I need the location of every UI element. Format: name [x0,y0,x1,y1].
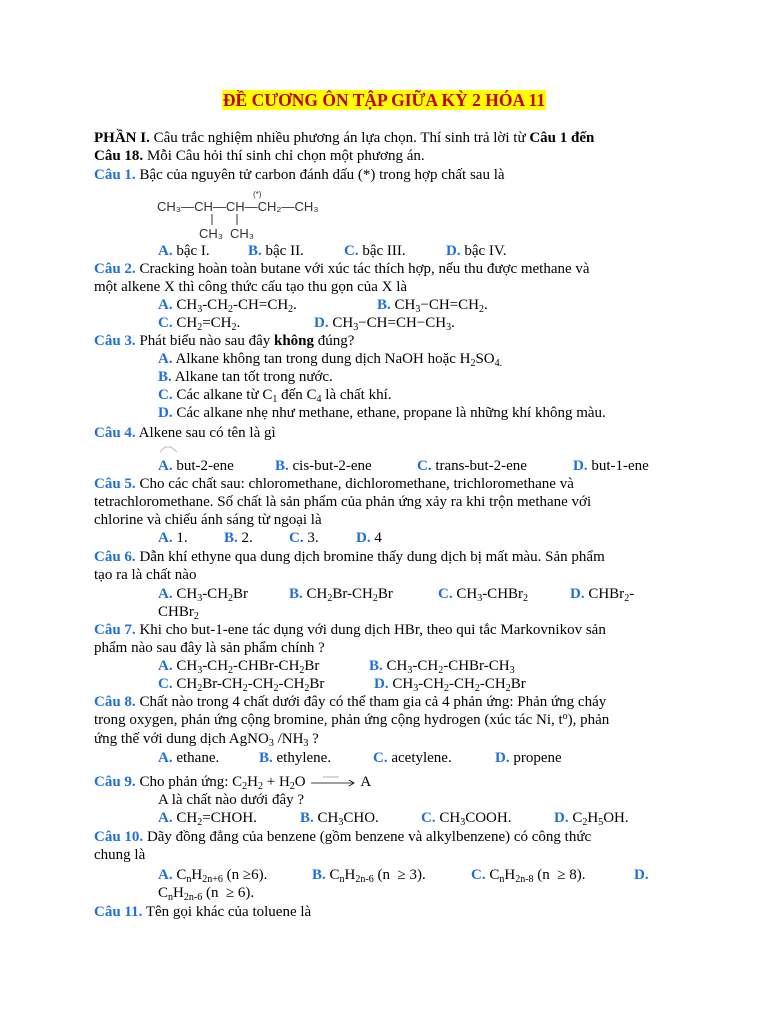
question-6-stem-2: tạo ra là chất nào [94,567,197,583]
formula-main-chain: CH₃—CH—CH—CH₂—CH₃ [157,199,319,214]
question-3-option-b: B. Alkane tan tốt trong nước. [158,369,333,385]
question-1-stem: Câu 1. Bậc của nguyên tử carbon đánh dấu (*) trong hợp chất sau là [94,167,505,183]
question-8-stem-2: trong oxygen, phản ứng cộng bromine, phản ứng cộng hydrogen (xúc tác Ni, $t^o$), phản [94,711,610,728]
question-2-options-cd: C. $CH_2=CH_2$. D. $CH_3-CH=CH-CH_3$. [158,315,455,333]
part-intro-line-1: PHẦN I. Câu trắc nghiệm nhiều phương án lựa chọn. Thí sinh trả lời từ Câu 1 đến [94,130,595,146]
question-7-options-cd: C. $CH_2Br-CH_2-CH_2-CH_2Br$ D. $CH_3-CH_2-CH_2-CH_2Br$ [158,676,526,694]
question-2-options-ab: A. $CH_3-CH_2-CH=CH_2$. B. $CH_3-CH=CH_2$. [158,297,488,315]
reaction-arrow-icon [309,776,357,786]
question-4-options: A. but-2-ene B. cis-but-2-ene C. trans-but-2-ene D. but-1-ene [158,458,649,474]
formula-star-mark: (*) [253,190,262,199]
question-3-option-d: D. Các alkane nhẹ như methane, ethane, propane là những khí không màu. [158,405,606,421]
document-title: ĐỀ CƯƠNG ÔN TẬP GIỮA KỲ 2 HÓA 11 [222,90,546,110]
structural-formula-image [155,187,345,243]
question-8-stem-3: ứng thế với dung dịch AgNO$_3$ $/NH_3$ ? [94,731,319,749]
formula-branch-2: CH₃ [230,226,255,241]
question-7-stem-2: phẩm nào sau đây là sản phẩm chính ? [94,640,325,656]
question-6-options: A. $CH_3-CH_2Br$ B. $CH_2Br-CH_2Br$ C. $CH_3-CHBr_2$ D. CHBr$_2$- [158,586,635,604]
question-3-option-c: C. Các alkane từ $C_1$ đến $C_4$ là chất khí. [158,387,392,405]
part-intro-line-2: Câu 18. Mỗi Câu hỏi thí sinh chỉ chọn một phương án. [94,148,425,164]
question-5-stem-3: chlorine và chiếu ánh sáng từ ngoại là [94,512,322,528]
question-1-options: A. bậc I. B. bậc II. C. bậc III. D. bậc IV. [158,243,507,259]
question-9-stem-1: Câu 9. Cho phản ứng: $C_2H_2 + H_2O$ A [94,774,372,792]
question-6-option-d-cont: CHBr$_2$ [158,604,199,622]
question-5-stem-1: Câu 5. Cho các chất sau: chloromethane, dichloromethane, trichloromethane và [94,476,574,492]
question-9-options: A. $CH_2=CHOH$. B. $CH_3CHO$. C. $CH_3COOH$. D. $C_2H_5OH$. [158,810,629,828]
question-11-stem: Câu 11. Tên gọi khác của toluene là [94,904,312,920]
question-10-stem-2: chung là [94,847,146,863]
question-5-stem-2: tetrachloromethane. Số chất là sản phẩm của phản ứng xảy ra khi trộn methane với [94,494,592,510]
formula-branch-1: CH₃ [199,226,224,241]
question-2-stem-2: một alkene X thì công thức cấu tạo thu gọn của X là [94,279,408,295]
question-3-option-a: A. Alkane không tan trong dung dịch NaOH hoặc $H_2SO_{4.}$ [158,351,503,369]
question-9-stem-2: A là chất nào dưới đây ? [158,792,305,808]
question-10-option-d-cont: $C_nH_{2n-6}$ (n ≥ 6). [158,885,255,903]
question-2-stem-1: Câu 2. Cracking hoàn toàn butane với xúc tác thích hợp, nếu thu được methane và [94,261,590,277]
question-8-stem-1: Câu 8. Chất nào trong 4 chất dưới đây có thể tham gia cả 4 phản ứng: Phản ứng cháy [94,694,607,710]
question-7-stem-1: Câu 7. Khi cho but-1-ene tác dụng với dung dịch HBr, theo qui tắc Markovnikov sản [94,622,606,638]
question-10-options: A. $C_nH_{2n+6}$ (n ≥6). B. $C_nH_{2n-6}$ (n ≥ 3). C. $C_nH_{2n-8}$ (n ≥ 8). D. [158,867,649,885]
question-4-stem: Câu 4. Alkene sau có tên là gì [94,425,276,441]
question-8-options: A. ethane. B. ethylene. C. acetylene. D. propene [158,750,562,766]
question-6-stem-1: Câu 6. Dẫn khí ethyne qua dung dịch bromine thấy dung dịch bị mất màu. Sản phẩm [94,549,605,565]
question-5-options: A. 1. B. 2. C. 3. D. 4 [158,530,382,546]
question-10-stem-1: Câu 10. Dãy đồng đẳng của benzene (gồm benzene và alkylbenzene) có công thức [94,829,592,845]
question-3-stem: Câu 3. Phát biểu nào sau đây không đúng? [94,333,355,349]
question-7-options-ab: A. $CH_3-CH_2-CHBr-CH_2Br$ B. $CH_3-CH_2-CHBr-CH_3$ [158,658,515,676]
alkene-structure-image [158,444,180,454]
